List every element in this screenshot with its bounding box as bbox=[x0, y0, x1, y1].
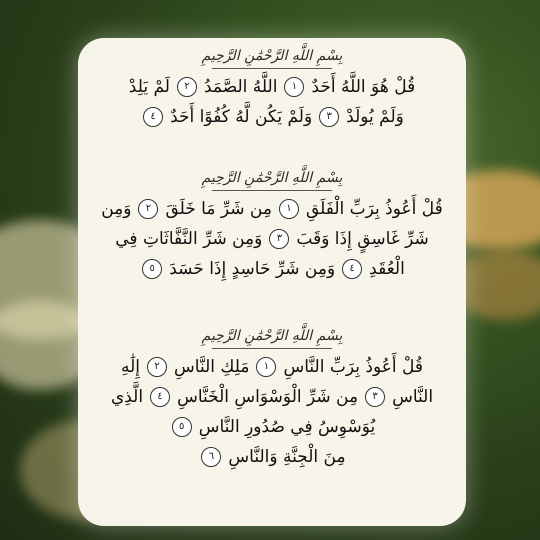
ayah-number-marker: ٢ bbox=[177, 77, 197, 97]
ayah-number-marker: ٦ bbox=[201, 447, 221, 467]
ayah-number-marker: ٣ bbox=[269, 229, 289, 249]
ayah-number-marker: ٢ bbox=[147, 357, 167, 377]
basmala-text: بِسْمِ اللَّهِ الرَّحْمَٰنِ الرَّحِيمِ bbox=[201, 328, 343, 344]
verse-text: لَمْ يَلِدْ bbox=[128, 77, 170, 97]
verse-text: قُلْ هُوَ اللَّهُ أَحَدٌ bbox=[311, 77, 416, 97]
verse-text: يُوَسْوِسُ فِي صُدُورِ النَّاسِ bbox=[198, 417, 376, 437]
basmala bbox=[78, 328, 466, 352]
ayah-number-marker: ٥ bbox=[172, 417, 192, 437]
verses-card bbox=[78, 38, 466, 526]
verse-text: شَرِّ غَاسِقٍ إِذَا وَقَبَ bbox=[296, 229, 429, 249]
verse-text: مَلِكِ النَّاسِ bbox=[174, 357, 250, 377]
verse-text: وَلَمْ يُولَدْ bbox=[346, 107, 404, 127]
basmala-flourish bbox=[212, 346, 332, 349]
verse-line bbox=[78, 194, 466, 224]
ayah-number-marker: ١ bbox=[256, 357, 276, 377]
surah-lines bbox=[78, 352, 466, 472]
verse-line bbox=[78, 224, 466, 254]
verse-line bbox=[78, 102, 466, 132]
verse-text: وَمِن شَرِّ النَّفَّاثَاتِ فِي bbox=[115, 229, 263, 249]
verse-line bbox=[78, 72, 466, 102]
basmala-text: بِسْمِ اللَّهِ الرَّحْمَٰنِ الرَّحِيمِ bbox=[201, 48, 343, 64]
ayah-number-marker: ٤ bbox=[143, 107, 163, 127]
ayah-number-marker: ١ bbox=[279, 199, 299, 219]
verse-text: مِن شَرِّ الْوَسْوَاسِ الْخَنَّاسِ bbox=[177, 387, 359, 407]
surah-lines bbox=[78, 72, 466, 132]
ayah-number-marker: ٥ bbox=[142, 259, 162, 279]
surah-falaq bbox=[78, 170, 466, 284]
ayah-number-marker: ٤ bbox=[150, 387, 170, 407]
ayah-number-marker: ٢ bbox=[138, 199, 158, 219]
basmala-flourish bbox=[212, 66, 332, 69]
verse-text: النَّاسِ bbox=[392, 387, 434, 407]
basmala bbox=[78, 170, 466, 194]
verse-text: الَّذِي bbox=[110, 387, 144, 407]
verse-line bbox=[78, 382, 466, 412]
verse-text: وَلَمْ يَكُن لَّهُ كُفُوًا أَحَدٌ bbox=[170, 107, 313, 127]
verse-text: وَمِن bbox=[101, 199, 132, 219]
verse-text: قُلْ أَعُوذُ بِرَبِّ الْفَلَقِ bbox=[305, 199, 443, 219]
ayah-number-marker: ٣ bbox=[365, 387, 385, 407]
ayah-number-marker: ٣ bbox=[319, 107, 339, 127]
basmala-text: بِسْمِ اللَّهِ الرَّحْمَٰنِ الرَّحِيمِ bbox=[201, 170, 343, 186]
verse-text: الْعُقَدِ bbox=[369, 259, 405, 279]
ayah-number-marker: ٤ bbox=[342, 259, 362, 279]
verse-text: مِن شَرِّ مَا خَلَقَ bbox=[165, 199, 272, 219]
basmala bbox=[78, 48, 466, 72]
verse-text: اللَّهُ الصَّمَدُ bbox=[203, 77, 278, 97]
verse-text: إِلَٰهِ bbox=[121, 357, 141, 377]
verse-line bbox=[78, 442, 466, 472]
basmala-flourish bbox=[212, 188, 332, 191]
surah-ikhlas bbox=[78, 48, 466, 132]
surah-nas bbox=[78, 328, 466, 472]
surah-lines bbox=[78, 194, 466, 284]
verse-text: وَمِن شَرِّ حَاسِدٍ إِذَا حَسَدَ bbox=[169, 259, 336, 279]
verse-line bbox=[78, 352, 466, 382]
ayah-number-marker: ١ bbox=[284, 77, 304, 97]
verse-text: قُلْ أَعُوذُ بِرَبِّ النَّاسِ bbox=[283, 357, 423, 377]
verse-text: مِنَ الْجِنَّةِ وَالنَّاسِ bbox=[228, 447, 346, 467]
verse-line bbox=[78, 254, 466, 284]
verse-line bbox=[78, 412, 466, 442]
